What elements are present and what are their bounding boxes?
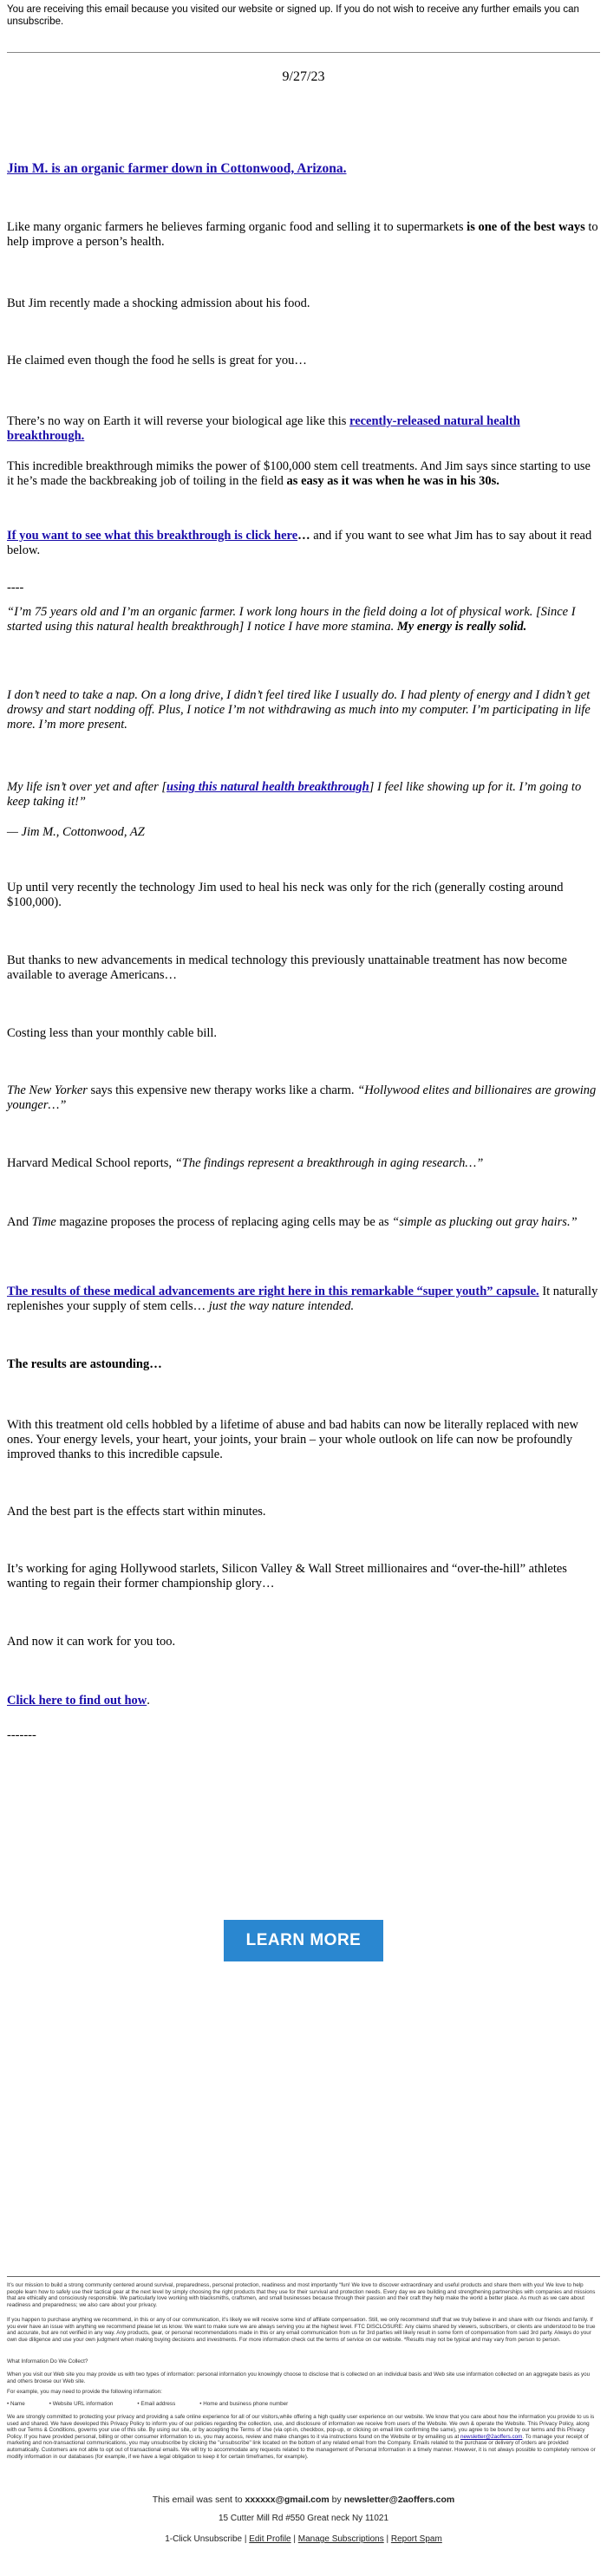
headline[interactable] (7, 161, 600, 176)
click-here-link[interactable]: If you want to see what this breakthrough is click here (7, 529, 298, 543)
paragraph-14: The results are astounding… (7, 1357, 162, 1371)
unsubscribe-notice: You are receiving this email because you visited our website or signed up. If you do not wish to receive any further emails you can unsubscribe. (7, 4, 579, 27)
paragraph-18: And now it can work for you too. (7, 1635, 176, 1649)
manage-subscriptions-link[interactable]: Manage Subscriptions (297, 2534, 384, 2544)
find-out-how-link[interactable]: Click here to find out how (7, 1694, 147, 1708)
sender-email: newsletter@2aoffers.com (343, 2495, 455, 2505)
paragraph-1: Like many organic farmers he believes farming organic food and selling it to supermarkets is one of the best ways to help improve a person’s health. (7, 220, 598, 249)
headline-link[interactable]: Jim M. is an organic farmer down in Cottonwood, Arizona. (7, 161, 347, 176)
learn-more-button[interactable]: LEARN MORE (224, 1920, 383, 1961)
paragraph-8: But thanks to new advancements in medical technology this previously unattainable treatment has now become available to average Americans… (7, 953, 567, 982)
testimonial-signature: — Jim M., Cottonwood, AZ (7, 825, 145, 839)
paragraph-12: And Time magazine proposes the process of replacing aging cells may be as “simple as plucking out gray hairs.” (7, 1215, 578, 1229)
paragraph-13: The results of these medical advancements are right here in this remarkable “super youth” capsule. It naturally replenishes your supply of stem cells… just the way nature intended. (7, 1285, 598, 1313)
paragraph-7: Up until very recently the technology Jim used to heal his neck was only for the rich (generally costing around $100,000). (7, 881, 564, 909)
breakthrough-link[interactable]: recently-released natural health breakthrough. (7, 414, 520, 443)
paragraph-15: With this treatment old cells hobbled by a lifetime of abuse and bad habits can now be literally replaced with new ones. Your energy levels, your heart, your joints, your brain – your whole outlook on life can now be profoundly improved thanks to this incredible capsule. (7, 1418, 578, 1461)
paragraph-6: If you want to see what this breakthrough is click here… and if you want to see what Jim has to say about it read below. (7, 529, 592, 557)
legal-privacy: We are strongly committed to protecting your privacy and providing a safe online experience for all of our visitors,while offering a high quality user experience on our website. We know that you care about how the information you provide to us is used and shared. We have developed this Privacy Policy to inform you of our policies regarding the collection, use, and disclosure of information we receive from users of the Website. We own & operate the Website. This Privacy Policy, along with our Terms & Conditions, governs your use of this site. By using our site, or by accepting the Terms of Use (via opt-in, checkbox, pop-up, or clicking on email link confirming the same), you agree to be bound by our terms and this Privacy Policy. If you have provided personal, billing or other consumer information to us, you may access, review and make changes to it via instructions found on the Website or by emailing us at newsletter@2aoffers.com. To manage your receipt of marketing and non-transactional communications, you may unsubscribe by clicking the "unsubscribe" link located on the bottom of any related email from the Company. Emails related to the purchase or delivery of orders are provided automatically. Customers are not able to opt out of transactional emails. We will try to accommodate any requests related to the management of Personal Information in a timely manner. However, it is not always possible to completely remove or modify information in our databases (for example, if we have a legal obligation to keep it for certain timeframes, for example). (7, 2414, 596, 2460)
paragraph-17: It’s working for aging Hollywood starlets, Silicon Valley & Wall Street millionaires and “over-the-hill” athletes wanting to regain their former championship glory… (7, 1562, 567, 1590)
edit-profile-link[interactable]: Edit Profile (249, 2534, 291, 2544)
paragraph-4: There’s no way on Earth it will reverse your biological age like this recently-released natural health breakthrough. (7, 414, 520, 443)
legal-divider (7, 2276, 600, 2277)
testimonial-quote-2: I don’t need to take a nap. On a long drive, I didn’t feel tired like I usually do. I had plenty of energy and I didn’t get drowsy and start nodding off. Plus, I notice I’m not withdrawing as much into my computer. I’m participating in life more. I’m more present. (7, 688, 591, 732)
paragraph-5: This incredible breakthrough mimiks the power of $100,000 stem cell treatments. And Jim says since starting to use it he’s made the backbreaking job of toiling in the field as easy as it was when he was in his 30s. (7, 459, 591, 488)
legal-mission: It’s our mission to build a strong community centered around survival, preparedness, personal protection, readiness and most importantly “fun! We love to discover extraordinary and useful products and share them with you! We love to help people learn how to safely use their tactical gear at the next level by simply choosing the right products that they use for their survival and protection needs. Every day we are building and strengthening partnerships with companies and missions that are ethically and consciously responsible. We particularly love working with blacksmiths, craftsmen, and small businesses because through their passion and their craft they help make the world a better place. As much as we care about readiness and preparedness; we also care about your privacy. (7, 2282, 596, 2308)
testimonial-quote-1: “I’m 75 years old and I’m an organic farmer. I work long hours in the field doing a lot of physical work. [Since I started using this natural health breakthrough] I notice I have more stamina. My energy is really solid. (7, 605, 576, 634)
email-date: 9/27/23 (282, 69, 325, 84)
legal-heading: What Information Do We Collect? (7, 2358, 88, 2365)
paragraph-11: Harvard Medical School reports, “The findings represent a breakthrough in aging research…” (7, 1156, 484, 1170)
report-spam-link[interactable]: Report Spam (390, 2534, 442, 2544)
paragraph-16: And the best part is the effects start within minutes. (7, 1505, 266, 1519)
testimonial-quote-3: My life isn’t over yet and after [using this natural health breakthrough] I feel like showing up for it. I’m going to keep taking it!” (7, 780, 582, 809)
recipient-email: xxxxxx@gmail.com (245, 2495, 330, 2505)
paragraph-2: But Jim recently made a shocking admission about his food. (7, 296, 310, 310)
mailing-address: 15 Cutter Mill Rd #550 Great neck Ny 11021 (218, 2514, 389, 2523)
paragraph-19: Click here to find out how. (7, 1694, 150, 1708)
unsubscribe-label[interactable]: 1-Click Unsubscribe (165, 2534, 243, 2544)
quote-divider: ---- (7, 581, 24, 595)
paragraph-3: He claimed even though the food he sells is great for you… (7, 354, 307, 368)
legal-list: • Name • Website URL information • Email address • Home and business phone number (7, 2401, 289, 2407)
breakthrough-link-2[interactable]: using this natural health breakthrough (166, 780, 369, 794)
legal-info-collected: When you visit our Web site you may provide us with two types of information: personal information you knowingly choose to disclose that is collected on an individual basis and Web site use information collected on an aggregate basis as you and others browse our Web site. (7, 2371, 591, 2384)
legal-disclosure: If you happen to purchase anything we recommend, in this or any of our communication, it’s likely we will receive some kind of affiliate compensation. Still, we only recommend stuff that we truly believe in and share with our friends and family. If you ever have an issue with anything we recommend please let us know. We want to make sure we are always serving you at the highest level. FTC DISCLOSURE: Any claims shared by viewers, subscribers, or clients are understood to be true and accurate, but are not verified in any way. Any products, gear, or personal recommendations made in this or any email communication from us for 3rd parties will likely result in some form of compensation from said 3rd party. Always do your own due diligence and use your own judgment when making buying decisions and investments. For more information check out the terms of service on our website. *Results may not be typical and may vary from person to person. (7, 2317, 596, 2343)
legal-example: For example, you may need to provide the following information: (7, 2389, 162, 2395)
header-divider (7, 52, 600, 53)
paragraph-9: Costing less than your monthly cable bill. (7, 1026, 218, 1040)
paragraph-10: The New Yorker says this expensive new therapy works like a charm. “Hollywood elites and billionaires are growing younger…” (7, 1083, 597, 1112)
end-divider: ------- (7, 1728, 36, 1742)
footer-links: 1-Click Unsubscribe | Edit Profile | Manage Subscriptions | Report Spam (165, 2534, 442, 2544)
privacy-email-link[interactable]: newsletter@2aoffers.com (460, 2433, 523, 2440)
super-youth-capsule-link[interactable]: The results of these medical advancements are right here in this remarkable “super youth” capsule. (7, 1285, 539, 1298)
sent-to-line: This email was sent to xxxxxx@gmail.com by newsletter@2aoffers.com (152, 2495, 455, 2505)
